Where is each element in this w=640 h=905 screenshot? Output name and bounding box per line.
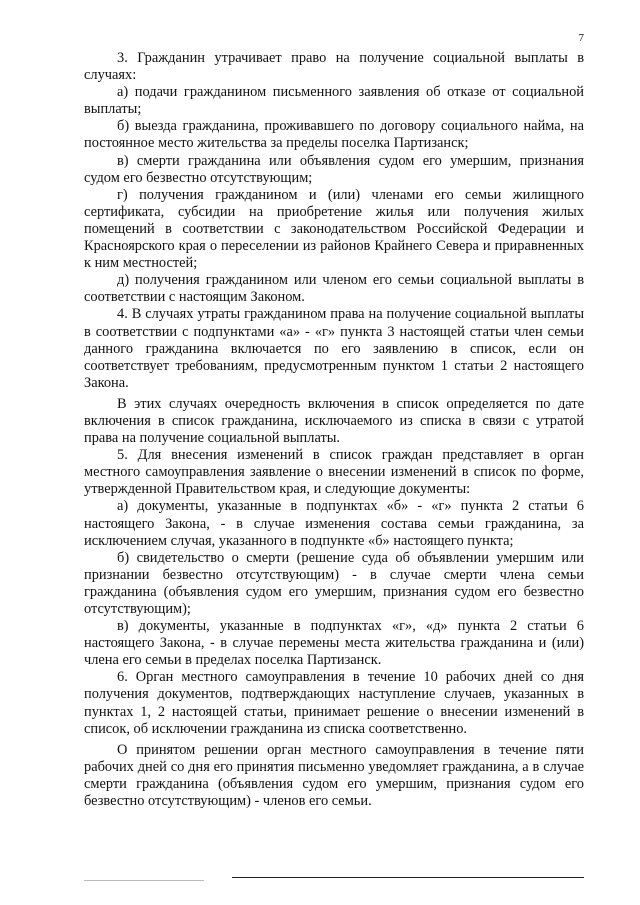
paragraph-4-queue: В этих случаях очередность включения в список определяется по дате включения в список гражданина, исключаемого из списка в связи с утратой права на получение социальной выплаты. (84, 395, 584, 447)
paragraph-4: 4. В случаях утраты гражданином права на получение социальной выплаты в соответствии с подпунктами «а» - «г» пункта 3 настоящей статьи член семьи данного гражданина включается по его заявлению в список, если он соответствует требованиям, предусмотренным пунктом 1 статьи 2 настоящего Закона. (84, 306, 584, 391)
paragraph-3a: а) подачи гражданином письменного заявления об отказе от социальной выплаты; (84, 84, 584, 118)
paragraph-6-notice: О принятом решении орган местного самоуправления в течение пяти рабочих дней со дня его принятия письменно уведомляет гражданина, а в случае смерти гражданина (объявления судом его умершим, признания судом его безвестно отсутствующим) - членов его семьи. (84, 741, 584, 810)
paragraph-6: 6. Орган местного самоуправления в течение 10 рабочих дней со дня получения документов, подтверждающих наступление случаев, указанных в пунктах 1, 2 настоящей статьи, принимает решение о внесении изменений в список, об исключении гражданина из списка соответственно. (84, 669, 584, 737)
document-body (84, 50, 584, 810)
paragraph-3g: г) получения гражданином и (или) членами его семьи жилищного сертификата, субсидии на приобретение жилья или получения жилых помещений в соответствии с законодательством Российской Федерации и Красноярского края о переселении из районов Крайнего Севера и приравненных к ним местностей; (84, 186, 584, 272)
footer-rule (232, 877, 584, 878)
paragraph-3b: б) выезда гражданина, проживавшего по договору социального найма, на постоянное место жительства за пределы поселка Партизанск; (84, 118, 584, 152)
paragraph-5v: в) документы, указанные в подпунктах «г», «д» пункта 2 статьи 6 настоящего Закона, - в случае перемены места жительства гражданина и (или) члена его семьи в пределах поселка Партизанск. (84, 618, 584, 669)
paragraph-3d: д) получения гражданином или членом его семьи социальной выплаты в соответствии с настоящим Законом. (84, 272, 584, 306)
footer-rule-faint (84, 880, 204, 881)
page-number: 7 (578, 32, 584, 44)
paragraph-3: 3. Гражданин утрачивает право на получение социальной выплаты в случаях: (84, 50, 584, 84)
paragraph-5b: б) свидетельство о смерти (решение суда об объявлении умершим или признании безвестно отсутствующим) - в случае смерти члена семьи гражданина (объявления судом его умершим, признания судом его безвестно отсутствующим); (84, 549, 584, 617)
paragraph-5: 5. Для внесения изменений в список граждан представляет в орган местного самоуправления заявление о внесении изменений в список по форме, утвержденной Правительством края, и следующие документы: (84, 447, 584, 498)
paragraph-5a: а) документы, указанные в подпунктах «б» - «г» пункта 2 статьи 6 настоящего Закона, - в случае изменения состава семьи гражданина, за исключением случая, указанного в подпункте «б» настоящего пункта; (84, 498, 584, 549)
paragraph-3v: в) смерти гражданина или объявления судом его умершим, признания судом его безвестно отсутствующим; (84, 152, 584, 186)
